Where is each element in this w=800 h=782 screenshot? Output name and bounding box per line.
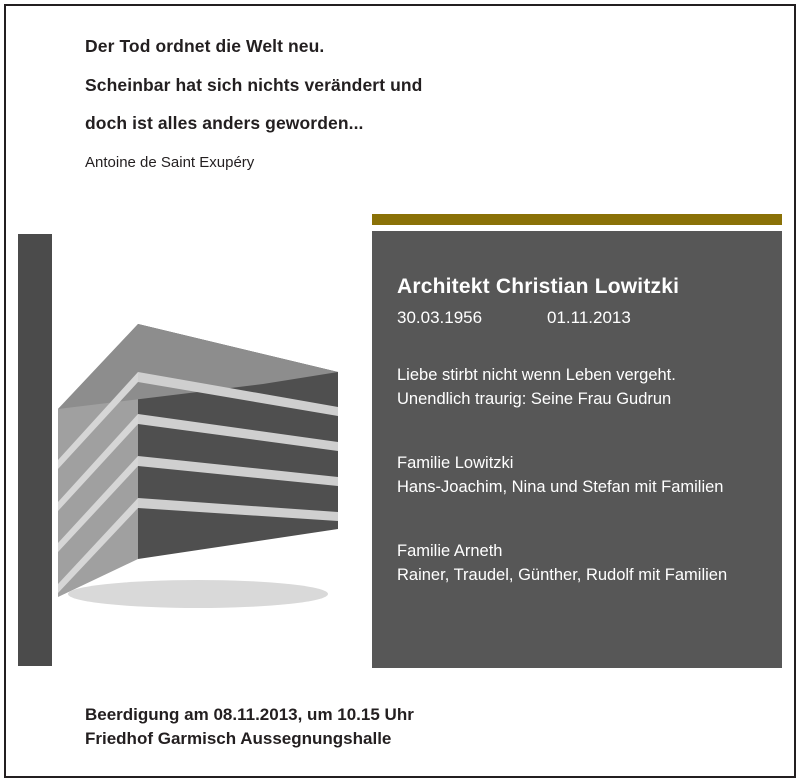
- date-of-death: 01.11.2013: [547, 308, 631, 327]
- quote-line-1: Der Tod ordnet die Welt neu.: [85, 36, 325, 56]
- left-accent-bar: [18, 234, 52, 666]
- quote-author: Antoine de Saint Exupéry: [85, 153, 255, 171]
- quote-line-3: doch ist alles anders geworden...: [85, 113, 364, 133]
- quote-block: [85, 38, 645, 171]
- memorial-panel: [372, 231, 782, 668]
- family-2-members: Rainer, Traudel, Günther, Rudolf mit Familien: [397, 565, 728, 584]
- message-block: [397, 364, 764, 412]
- accent-rule-top: [372, 214, 782, 225]
- memorial-content: [397, 275, 764, 588]
- quote-line-2: Scheinbar hat sich nichts verändert und: [85, 74, 423, 95]
- family-1-title: Familie Lowitzki: [397, 453, 514, 472]
- family-2-title: Familie Arneth: [397, 541, 503, 560]
- date-of-birth: 30.03.1956: [397, 308, 483, 327]
- funeral-details: [85, 703, 725, 751]
- family-block-arneth: [397, 540, 764, 588]
- family-block-lowitzki: [397, 452, 764, 500]
- funeral-datetime: Beerdigung am 08.11.2013, um 10.15 Uhr: [85, 705, 414, 724]
- life-dates: [397, 308, 647, 328]
- funeral-location: Friedhof Garmisch Aussegnungshalle: [85, 728, 392, 748]
- deceased-name: Architekt Christian Lowitzki: [397, 275, 680, 298]
- message-line-1: Liebe stirbt nicht wenn Leben vergeht.: [397, 366, 676, 384]
- family-1-members: Hans-Joachim, Nina und Stefan mit Familien: [397, 477, 724, 496]
- message-line-2: Unendlich traurig: Seine Frau Gudrun: [397, 389, 672, 408]
- building-illustration: [48, 314, 358, 614]
